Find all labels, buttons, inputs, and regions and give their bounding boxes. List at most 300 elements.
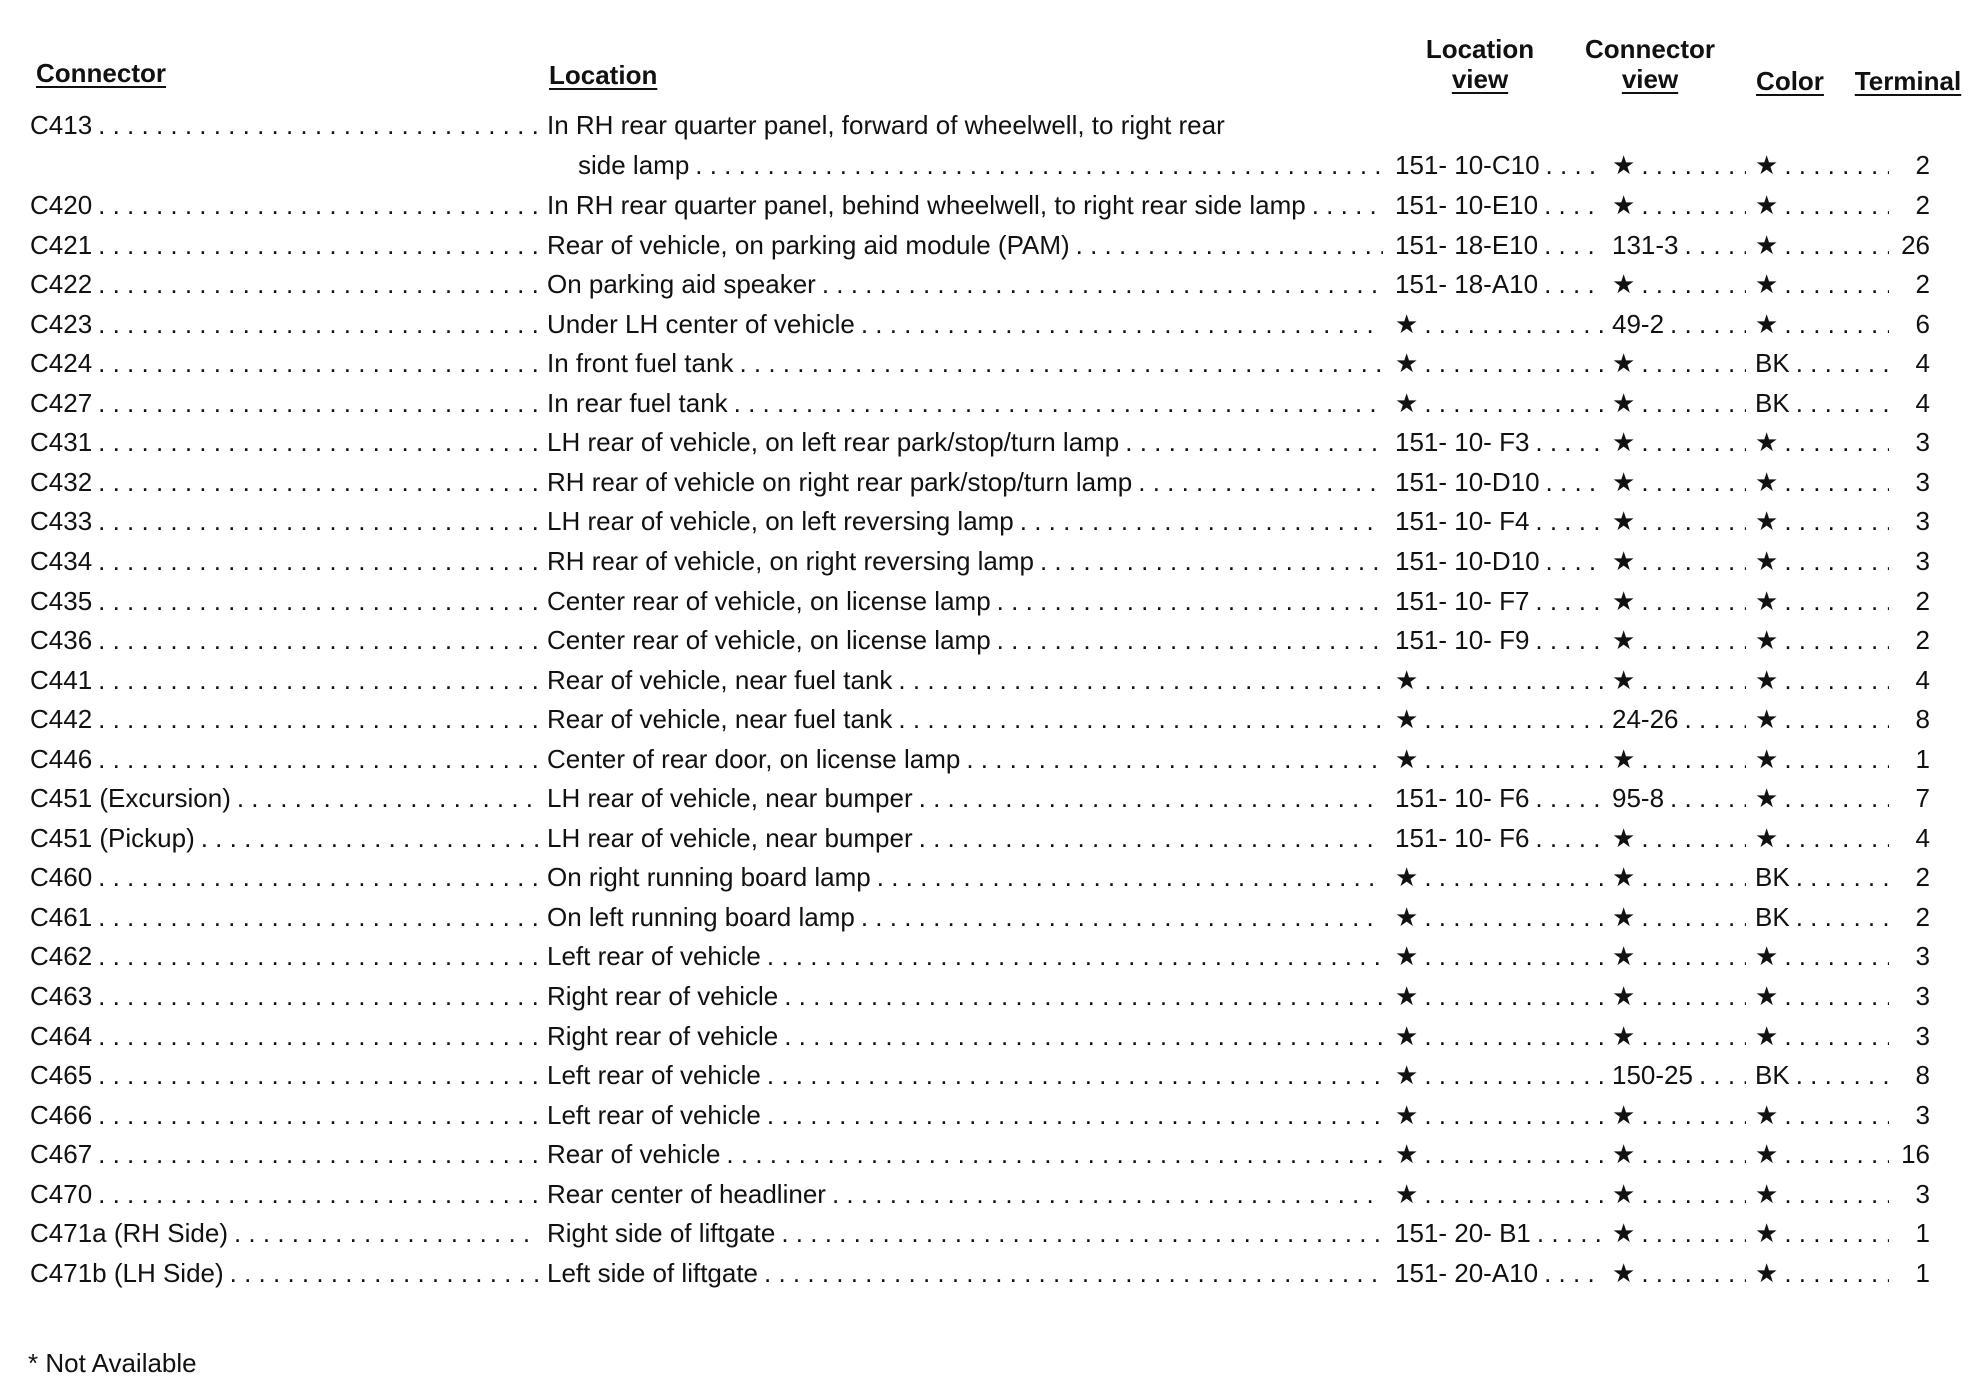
leader-dots bbox=[1537, 1213, 1603, 1253]
location-cell bbox=[547, 383, 1389, 423]
leader-dots bbox=[98, 897, 538, 937]
color-cell bbox=[1755, 620, 1895, 660]
location-view-value: ★ bbox=[1395, 743, 1419, 774]
connector-id: C465 bbox=[30, 1060, 93, 1091]
location-cell-continuation bbox=[578, 145, 1389, 185]
location-text: Rear of vehicle bbox=[547, 1139, 721, 1170]
location-cell bbox=[547, 1055, 1389, 1095]
leader-dots bbox=[98, 699, 538, 739]
leader-dots bbox=[230, 1253, 538, 1293]
location-cell bbox=[547, 225, 1389, 265]
connector-view-cell bbox=[1612, 897, 1752, 937]
table-row bbox=[0, 660, 1984, 700]
connector-view-cell bbox=[1612, 857, 1752, 897]
leader-dots bbox=[1546, 145, 1603, 185]
location-view-value: ★ bbox=[1395, 1178, 1419, 1209]
location-text: LH rear of vehicle, on left rear park/stop/turn lamp bbox=[547, 427, 1120, 458]
connector-cell bbox=[30, 304, 544, 344]
location-cell bbox=[547, 897, 1389, 937]
terminal-value: 3 bbox=[1915, 941, 1930, 972]
location-view-value: ★ bbox=[1395, 901, 1419, 932]
connector-cell bbox=[30, 660, 544, 700]
connector-view-value: ★ bbox=[1612, 190, 1636, 220]
location-view-cell bbox=[1395, 383, 1609, 423]
location-cell bbox=[547, 185, 1389, 225]
leader-dots bbox=[1784, 1016, 1889, 1056]
terminal-cell bbox=[1880, 264, 1930, 304]
terminal-value: 2 bbox=[1915, 862, 1930, 893]
terminal-cell bbox=[1880, 660, 1930, 700]
location-text: RH rear of vehicle, on right reversing lamp bbox=[547, 545, 1034, 576]
leader-dots bbox=[1424, 660, 1603, 700]
leader-dots bbox=[1544, 185, 1603, 225]
terminal-cell bbox=[1880, 976, 1930, 1016]
connector-id: C462 bbox=[30, 941, 93, 972]
leader-dots bbox=[1535, 422, 1603, 462]
leader-dots bbox=[1424, 1016, 1603, 1056]
location-view-cell bbox=[1395, 225, 1609, 265]
location-view-cell bbox=[1395, 145, 1609, 185]
header-connector-label: Connector bbox=[36, 58, 166, 88]
location-text: On parking aid speaker bbox=[547, 269, 816, 300]
leader-dots bbox=[1784, 818, 1889, 858]
connector-view-cell bbox=[1612, 462, 1752, 502]
leader-dots bbox=[726, 1134, 1383, 1174]
leader-dots bbox=[1784, 660, 1889, 700]
table-row bbox=[0, 343, 1984, 383]
table-row bbox=[0, 620, 1984, 660]
connector-cell bbox=[30, 343, 544, 383]
connector-id: C464 bbox=[30, 1020, 93, 1051]
header-location-view-line1: Location bbox=[1425, 34, 1535, 64]
color-cell bbox=[1755, 185, 1895, 225]
terminal-value: 2 bbox=[1915, 625, 1930, 656]
color-value: ★ bbox=[1755, 743, 1779, 774]
terminal-cell bbox=[1880, 185, 1930, 225]
connector-view-cell bbox=[1612, 264, 1752, 304]
leader-dots bbox=[1784, 620, 1889, 660]
leader-dots bbox=[1784, 264, 1889, 304]
location-view-cell bbox=[1395, 1016, 1609, 1056]
table-row bbox=[0, 818, 1984, 858]
connector-view-cell bbox=[1612, 778, 1752, 818]
table-row-first bbox=[0, 105, 1984, 145]
location-view-cell bbox=[1395, 1134, 1609, 1174]
connector-id: C451 (Pickup) bbox=[30, 822, 195, 853]
table-row bbox=[0, 976, 1984, 1016]
connector-id: C434 bbox=[30, 545, 93, 576]
location-view-value: 151- 20-A10 bbox=[1395, 1257, 1539, 1288]
color-value: ★ bbox=[1755, 1257, 1779, 1288]
header-connector-view bbox=[1575, 34, 1725, 94]
leader-dots bbox=[1641, 1213, 1746, 1253]
leader-dots bbox=[1641, 1016, 1746, 1056]
leader-dots bbox=[1641, 1095, 1746, 1135]
leader-dots bbox=[1784, 1174, 1889, 1214]
location-text: Left rear of vehicle bbox=[547, 1099, 761, 1130]
color-value: BK bbox=[1755, 387, 1790, 418]
connector-view-value: ★ bbox=[1612, 822, 1636, 853]
leader-dots bbox=[861, 897, 1383, 937]
leader-dots bbox=[98, 541, 538, 581]
header-location bbox=[549, 60, 657, 90]
leader-dots bbox=[861, 304, 1383, 344]
leader-dots bbox=[98, 976, 538, 1016]
terminal-cell bbox=[1880, 739, 1930, 779]
location-view-cell bbox=[1395, 897, 1609, 937]
color-value: ★ bbox=[1755, 269, 1779, 300]
leader-dots bbox=[1641, 976, 1746, 1016]
color-value: ★ bbox=[1755, 704, 1779, 735]
leader-dots bbox=[1040, 541, 1383, 581]
location-text: Rear of vehicle, on parking aid module (PAM) bbox=[547, 229, 1070, 260]
location-view-value: ★ bbox=[1395, 387, 1419, 418]
leader-dots bbox=[1424, 304, 1603, 344]
leader-dots bbox=[1424, 936, 1603, 976]
leader-dots bbox=[764, 1253, 1383, 1293]
table-row bbox=[0, 699, 1984, 739]
leader-dots bbox=[98, 857, 538, 897]
terminal-value: 2 bbox=[1915, 190, 1930, 220]
location-view-cell bbox=[1395, 660, 1609, 700]
leader-dots bbox=[1641, 264, 1746, 304]
leader-dots bbox=[1784, 304, 1889, 344]
color-value: ★ bbox=[1755, 1020, 1779, 1051]
connector-id: C460 bbox=[30, 862, 93, 893]
location-view-cell bbox=[1395, 699, 1609, 739]
location-cell bbox=[547, 581, 1389, 621]
leader-dots bbox=[784, 1016, 1383, 1056]
table-row bbox=[0, 857, 1984, 897]
connector-cell bbox=[30, 897, 544, 937]
header-connector-view-line1: Connector bbox=[1585, 34, 1715, 64]
table-row bbox=[0, 1095, 1984, 1135]
connector-view-cell bbox=[1612, 620, 1752, 660]
location-view-cell bbox=[1395, 422, 1609, 462]
leader-dots bbox=[997, 581, 1383, 621]
location-view-cell bbox=[1395, 818, 1609, 858]
leader-dots bbox=[1796, 857, 1889, 897]
connector-cell bbox=[30, 976, 544, 1016]
leader-dots bbox=[1641, 422, 1746, 462]
color-cell bbox=[1755, 145, 1895, 185]
leader-dots bbox=[919, 778, 1383, 818]
location-view-value: 151- 10-C10 bbox=[1395, 150, 1540, 180]
terminal-value: 7 bbox=[1915, 783, 1930, 814]
leader-dots bbox=[966, 739, 1383, 779]
location-view-value: 151- 10- F7 bbox=[1395, 585, 1530, 616]
color-value: BK bbox=[1755, 901, 1790, 932]
color-cell bbox=[1755, 1016, 1895, 1056]
connector-id: C427 bbox=[30, 387, 93, 418]
terminal-value: 4 bbox=[1915, 348, 1930, 379]
connector-view-value: ★ bbox=[1612, 625, 1636, 656]
color-cell bbox=[1755, 383, 1895, 423]
terminal-cell bbox=[1880, 620, 1930, 660]
location-cell bbox=[547, 1174, 1389, 1214]
terminal-value: 8 bbox=[1915, 704, 1930, 735]
location-view-value: ★ bbox=[1395, 308, 1419, 339]
terminal-value: 1 bbox=[1915, 1218, 1930, 1249]
location-text: LH rear of vehicle, on left reversing lamp bbox=[547, 506, 1014, 537]
location-view-cell bbox=[1395, 462, 1609, 502]
connector-cell bbox=[30, 185, 544, 225]
connector-view-value: ★ bbox=[1612, 1218, 1636, 1249]
leader-dots bbox=[98, 581, 538, 621]
header-location-view bbox=[1405, 34, 1555, 94]
connector-cell bbox=[30, 818, 544, 858]
leader-dots bbox=[1796, 343, 1889, 383]
terminal-value: 3 bbox=[1915, 1099, 1930, 1130]
connector-id: C420 bbox=[30, 190, 93, 220]
leader-dots bbox=[98, 1095, 538, 1135]
leader-dots bbox=[1641, 541, 1746, 581]
leader-dots bbox=[1641, 936, 1746, 976]
connector-view-cell bbox=[1612, 1055, 1752, 1095]
leader-dots bbox=[1641, 343, 1746, 383]
leader-dots bbox=[1641, 1174, 1746, 1214]
connector-view-cell bbox=[1612, 422, 1752, 462]
leader-dots bbox=[98, 936, 538, 976]
connector-cell bbox=[30, 620, 544, 660]
location-cell bbox=[547, 304, 1389, 344]
leader-dots bbox=[1424, 343, 1603, 383]
connector-id: C461 bbox=[30, 901, 93, 932]
leader-dots bbox=[98, 501, 538, 541]
location-view-value: ★ bbox=[1395, 862, 1419, 893]
leader-dots bbox=[767, 1095, 1383, 1135]
table-row bbox=[0, 304, 1984, 344]
terminal-value: 3 bbox=[1915, 427, 1930, 458]
color-value: ★ bbox=[1755, 1139, 1779, 1170]
color-cell bbox=[1755, 304, 1895, 344]
color-cell bbox=[1755, 1134, 1895, 1174]
connector-id: C463 bbox=[30, 981, 93, 1011]
table-row bbox=[0, 1134, 1984, 1174]
location-cell bbox=[547, 541, 1389, 581]
connector-cell bbox=[30, 462, 544, 502]
location-cell bbox=[547, 936, 1389, 976]
table-row bbox=[0, 383, 1984, 423]
color-value: ★ bbox=[1755, 664, 1779, 695]
location-text-line2: side lamp bbox=[578, 150, 690, 180]
location-cell bbox=[547, 976, 1389, 1016]
connector-cell bbox=[30, 778, 544, 818]
location-cell bbox=[547, 105, 1389, 145]
connector-cell bbox=[30, 936, 544, 976]
connector-view-value: 131-3 bbox=[1612, 229, 1679, 260]
connector-id: C466 bbox=[30, 1099, 93, 1130]
location-text-line1: In RH rear quarter panel, forward of wheelwell, to right rear bbox=[547, 110, 1225, 140]
connector-id: C424 bbox=[30, 348, 93, 379]
leader-dots bbox=[1546, 541, 1603, 581]
connector-id: C470 bbox=[30, 1178, 93, 1209]
leader-dots bbox=[98, 1055, 538, 1095]
terminal-value: 2 bbox=[1915, 150, 1930, 180]
leader-dots bbox=[98, 383, 538, 423]
footnote: * Not Available bbox=[28, 1348, 197, 1378]
table-row bbox=[0, 897, 1984, 937]
location-text: LH rear of vehicle, near bumper bbox=[547, 783, 913, 814]
header-connector-view-line2: view bbox=[1621, 64, 1679, 94]
terminal-value: 1 bbox=[1915, 1257, 1930, 1288]
connector-view-cell bbox=[1612, 699, 1752, 739]
location-text: Center rear of vehicle, on license lamp bbox=[547, 585, 991, 616]
location-view-value: ★ bbox=[1395, 1139, 1419, 1170]
table-row-first-continuation bbox=[0, 145, 1984, 185]
connector-view-value: ★ bbox=[1612, 1099, 1636, 1130]
location-view-value: ★ bbox=[1395, 664, 1419, 695]
location-view-cell bbox=[1395, 739, 1609, 779]
leader-dots bbox=[1784, 422, 1889, 462]
location-view-value: 151- 10- F6 bbox=[1395, 822, 1530, 853]
leader-dots bbox=[734, 383, 1383, 423]
connector-view-value: ★ bbox=[1612, 466, 1636, 497]
terminal-cell bbox=[1880, 541, 1930, 581]
location-view-value: ★ bbox=[1395, 348, 1419, 379]
connector-cell bbox=[30, 264, 544, 304]
location-view-cell bbox=[1395, 1055, 1609, 1095]
terminal-cell bbox=[1880, 699, 1930, 739]
location-view-cell bbox=[1395, 936, 1609, 976]
leader-dots bbox=[1784, 581, 1889, 621]
location-view-cell bbox=[1395, 304, 1609, 344]
connector-cell bbox=[30, 225, 544, 265]
leader-dots bbox=[1424, 1055, 1603, 1095]
leader-dots bbox=[1424, 897, 1603, 937]
location-cell bbox=[547, 1213, 1389, 1253]
leader-dots bbox=[1796, 1055, 1889, 1095]
connector-view-cell bbox=[1612, 343, 1752, 383]
location-view-value: ★ bbox=[1395, 704, 1419, 735]
terminal-value: 3 bbox=[1915, 506, 1930, 537]
leader-dots bbox=[98, 1016, 538, 1056]
location-text: Under LH center of vehicle bbox=[547, 308, 855, 339]
header-color-label: Color bbox=[1756, 66, 1824, 96]
leader-dots bbox=[234, 1213, 538, 1253]
connector-cell bbox=[30, 105, 544, 145]
location-view-value: 151- 10-E10 bbox=[1395, 190, 1539, 220]
connector-view-cell bbox=[1612, 185, 1752, 225]
color-value: ★ bbox=[1755, 1178, 1779, 1209]
terminal-cell bbox=[1880, 462, 1930, 502]
leader-dots bbox=[1784, 145, 1889, 185]
leader-dots bbox=[98, 660, 538, 700]
leader-dots bbox=[1424, 1134, 1603, 1174]
leader-dots bbox=[1138, 462, 1383, 502]
location-view-value: ★ bbox=[1395, 1099, 1419, 1130]
connector-id: C436 bbox=[30, 625, 93, 656]
location-text: Left rear of vehicle bbox=[547, 941, 761, 972]
location-cell bbox=[547, 857, 1389, 897]
leader-dots bbox=[767, 1055, 1383, 1095]
connector-view-value: ★ bbox=[1612, 862, 1636, 893]
connector-view-cell bbox=[1612, 541, 1752, 581]
location-text: Center of rear door, on license lamp bbox=[547, 743, 961, 774]
header-location-view-line2: view bbox=[1451, 64, 1509, 94]
location-view-cell bbox=[1395, 1213, 1609, 1253]
location-text: Right rear of vehicle bbox=[547, 1020, 779, 1051]
location-view-value: ★ bbox=[1395, 941, 1419, 972]
color-value: ★ bbox=[1755, 190, 1779, 220]
connector-id: C442 bbox=[30, 704, 93, 735]
connector-id: C432 bbox=[30, 466, 93, 497]
connector-view-value: ★ bbox=[1612, 743, 1636, 774]
leader-dots bbox=[1424, 383, 1603, 423]
leader-dots bbox=[739, 343, 1383, 383]
color-cell bbox=[1755, 581, 1895, 621]
connector-id: C441 bbox=[30, 664, 93, 695]
location-view-value: ★ bbox=[1395, 981, 1419, 1011]
table-row bbox=[0, 422, 1984, 462]
location-text: In front fuel tank bbox=[547, 348, 734, 379]
leader-dots bbox=[1641, 660, 1746, 700]
color-value: ★ bbox=[1755, 545, 1779, 576]
leader-dots bbox=[1784, 976, 1889, 1016]
leader-dots bbox=[1535, 818, 1603, 858]
leader-dots bbox=[1784, 936, 1889, 976]
color-value: ★ bbox=[1755, 941, 1779, 972]
connector-view-cell bbox=[1612, 225, 1752, 265]
leader-dots bbox=[1544, 264, 1603, 304]
leader-dots bbox=[877, 857, 1383, 897]
location-text: Right side of liftgate bbox=[547, 1218, 776, 1249]
leader-dots bbox=[781, 1213, 1383, 1253]
table-row bbox=[0, 185, 1984, 225]
leader-dots bbox=[898, 699, 1383, 739]
location-text: Right rear of vehicle bbox=[547, 981, 779, 1011]
connector-id: C435 bbox=[30, 585, 93, 616]
leader-dots bbox=[1546, 462, 1603, 502]
table-row bbox=[0, 1016, 1984, 1056]
leader-dots bbox=[201, 818, 538, 858]
connector-view-value: ★ bbox=[1612, 1257, 1636, 1288]
leader-dots bbox=[1784, 1134, 1889, 1174]
location-view-cell bbox=[1395, 1095, 1609, 1135]
connector-id: C423 bbox=[30, 308, 93, 339]
connector-view-value: 49-2 bbox=[1612, 308, 1665, 339]
location-view-value: ★ bbox=[1395, 1020, 1419, 1051]
location-cell bbox=[547, 1095, 1389, 1135]
leader-dots bbox=[98, 304, 538, 344]
location-view-value: 151- 18-E10 bbox=[1395, 229, 1539, 260]
color-value: ★ bbox=[1755, 1099, 1779, 1130]
leader-dots bbox=[767, 936, 1383, 976]
color-cell bbox=[1755, 422, 1895, 462]
location-view-cell bbox=[1395, 343, 1609, 383]
connector-id: C433 bbox=[30, 506, 93, 537]
leader-dots bbox=[1641, 818, 1746, 858]
leader-dots bbox=[1424, 739, 1603, 779]
connector-view-cell bbox=[1612, 936, 1752, 976]
color-cell bbox=[1755, 1095, 1895, 1135]
connector-id: C467 bbox=[30, 1139, 93, 1170]
location-view-cell bbox=[1395, 1253, 1609, 1293]
connector-view-cell bbox=[1612, 1213, 1752, 1253]
connector-view-cell bbox=[1612, 1016, 1752, 1056]
header-terminal-label: Terminal bbox=[1854, 66, 1962, 96]
table-row bbox=[0, 581, 1984, 621]
terminal-value: 2 bbox=[1915, 269, 1930, 300]
location-text: Center rear of vehicle, on license lamp bbox=[547, 625, 991, 656]
terminal-value: 4 bbox=[1915, 387, 1930, 418]
color-value: BK bbox=[1755, 1060, 1790, 1091]
connector-view-cell bbox=[1612, 1253, 1752, 1293]
terminal-cell bbox=[1880, 145, 1930, 185]
connector-cell bbox=[30, 1016, 544, 1056]
table-row bbox=[0, 462, 1984, 502]
leader-dots bbox=[1641, 897, 1746, 937]
